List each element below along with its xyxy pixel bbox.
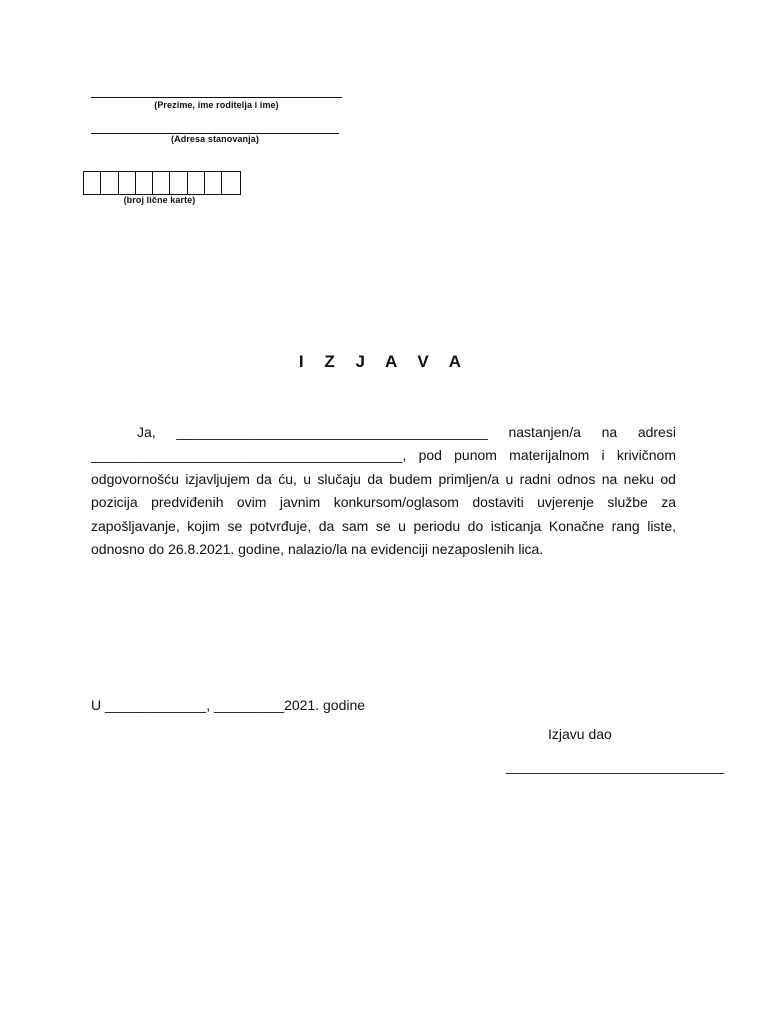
body-word: Ja, <box>137 424 156 440</box>
body-word: odgovornošću <box>91 470 179 487</box>
document-title: I Z J A V A <box>298 352 470 371</box>
body-word: se <box>227 517 243 534</box>
id-digit-box[interactable] <box>205 172 222 194</box>
body-word: sam <box>341 517 369 534</box>
body-word: rang <box>611 517 640 534</box>
body-word: predviđenih <box>151 494 224 511</box>
id-card-number-boxes[interactable] <box>83 171 241 195</box>
body-word: budem <box>389 470 433 487</box>
body-line-1 <box>91 421 676 444</box>
body-word: liste, <box>647 517 676 534</box>
body-word: zapošljavanje, <box>91 517 180 534</box>
id-digit-box[interactable] <box>84 172 101 194</box>
place-date-line: U _____________, _________2021. godine <box>91 697 366 713</box>
body-word: za <box>661 494 676 511</box>
signer-label: Izjavu dao <box>548 726 612 742</box>
body-word: krivičnom <box>616 447 676 464</box>
body-word: Konačne <box>548 517 605 534</box>
body-word: u <box>303 470 312 487</box>
body-word: ________________________________________, <box>91 447 407 464</box>
body-word: dostaviti <box>472 494 524 511</box>
body-line-2 <box>91 444 676 467</box>
body-word: službe <box>607 494 648 511</box>
body-word: konkursom/oglasom <box>333 494 459 511</box>
body-word: materijalnom <box>509 447 590 464</box>
body-word: ovim <box>236 494 267 511</box>
body-line-5 <box>91 515 676 538</box>
id-digit-box[interactable] <box>119 172 136 194</box>
body-word: da <box>256 470 272 487</box>
body-word: javnim <box>279 494 321 511</box>
body-word: neku <box>623 470 654 487</box>
name-line[interactable] <box>91 88 342 98</box>
declaration-body <box>91 421 676 561</box>
body-word: odnos <box>557 470 596 487</box>
id-digit-box[interactable] <box>188 172 205 194</box>
body-word: pod <box>418 447 442 464</box>
body-line-3 <box>91 468 676 491</box>
body-word: ću, <box>278 470 297 487</box>
body-word: kojim <box>187 517 220 534</box>
id-digit-box[interactable] <box>170 172 187 194</box>
body-word: slučaju <box>317 470 361 487</box>
address-line[interactable] <box>91 124 339 134</box>
body-word: od <box>660 470 676 487</box>
body-word: isticanja <box>490 517 542 534</box>
body-line-4 <box>91 491 676 514</box>
body-word: punom <box>454 447 497 464</box>
body-word: na <box>601 470 618 487</box>
body-word: u <box>398 517 406 534</box>
body-word: do <box>467 517 484 534</box>
body-word: da <box>318 517 335 534</box>
body-word: uvjerenje <box>537 494 594 511</box>
body-word: periodu <box>413 517 461 534</box>
name-caption: (Prezime, ime roditelja i ime) <box>154 100 279 110</box>
body-word: da <box>367 470 383 487</box>
body-line-6: odnosno do 26.8.2021. godine, nalazio/la na evidenciji nezaposlenih lica. <box>91 541 544 558</box>
address-caption: (Adresa stanovanja) <box>171 134 259 144</box>
body-word: pozicija <box>91 494 138 511</box>
body-word: potvrđuje, <box>249 517 312 534</box>
body-word: izjavljujem <box>185 470 250 487</box>
body-word: u <box>505 470 514 487</box>
body-word: na <box>601 424 618 440</box>
id-digit-box[interactable] <box>222 172 239 194</box>
body-word: radni <box>519 470 551 487</box>
id-digit-box[interactable] <box>136 172 153 194</box>
id-digit-box[interactable] <box>101 172 118 194</box>
body-word: nastanjen/a <box>508 424 581 440</box>
id-digit-box[interactable] <box>153 172 170 194</box>
body-word: i <box>601 447 605 464</box>
signature-line[interactable]: ____________________________ <box>506 758 725 774</box>
body-word: se <box>375 517 391 534</box>
body-word: primljen/a <box>438 470 500 487</box>
id-caption: (broj lične karte) <box>123 195 196 205</box>
body-word: ________________________________________ <box>176 424 488 440</box>
body-word: adresi <box>637 424 676 440</box>
